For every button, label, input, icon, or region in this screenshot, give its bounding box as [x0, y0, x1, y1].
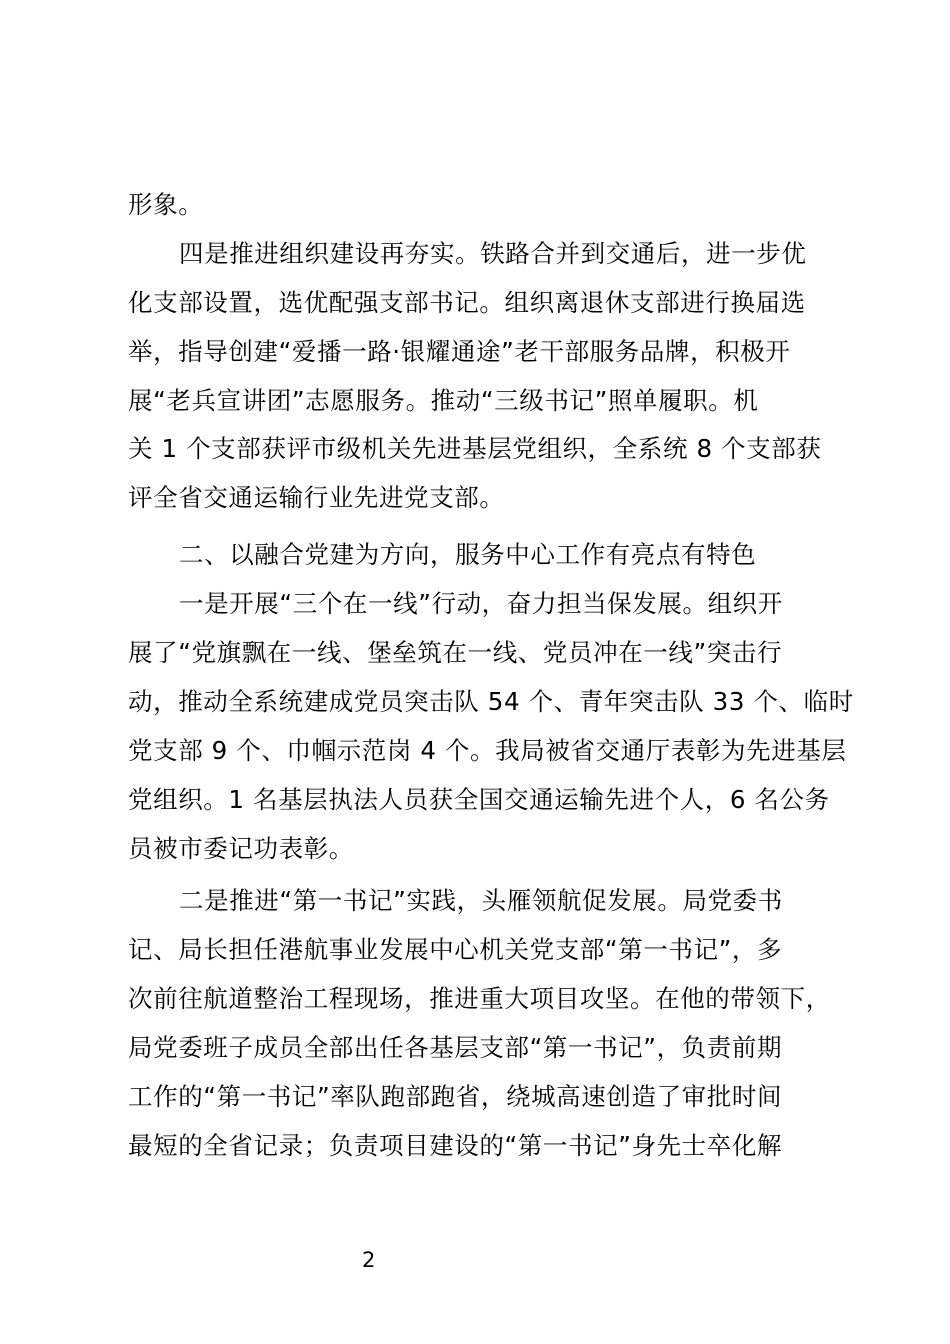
- section-heading: 二、以融合党建为方向，服务中心工作有亮点有特色: [179, 540, 757, 570]
- paragraph-line: 最短的全省记录；负责项目建设的“第一书记”身先士卒化解: [128, 1130, 783, 1160]
- paragraph-line: 一是开展“三个在一线”行动，奋力担当保发展。组织开: [179, 589, 783, 619]
- paragraph-line: 记、局长担任港航事业发展中心机关党支部“第一书记”，多: [128, 935, 783, 965]
- paragraph-line: 次前往航道整治工程现场，推进重大项目攻坚。在他的带领下，: [128, 984, 831, 1014]
- paragraph-line: 举，指导创建“爱播一路·银耀通途”老干部服务品牌，积极开: [128, 336, 791, 366]
- paragraph-line: 展“老兵宣讲团”志愿服务。推动“三级书记”照单履职。机: [128, 385, 759, 415]
- paragraph-line: 二是推进“第一书记”实践，头雁领航促发展。局党委书: [179, 886, 783, 916]
- paragraph-line: 动，推动全系统建成党员突击队 54 个、青年突击队 33 个、临时: [128, 686, 854, 716]
- paragraph-line: 党组织。1 名基层执法人员获全国交通运输先进个人，6 名公务: [128, 784, 830, 814]
- paragraph-line: 员被市委记功表彰。: [128, 833, 354, 863]
- paragraph-line: 展了“党旗飘在一线、堡垒筑在一线、党员冲在一线”突击行: [128, 638, 783, 668]
- paragraph-line: 化支部设置，选优配强支部书记。组织离退休支部进行换届选: [128, 287, 806, 317]
- paragraph-line: 评全省交通运输行业先进党支部。: [128, 483, 505, 513]
- page-number: 2: [362, 1248, 376, 1272]
- paragraph-line: 局党委班子成员全部出任各基层支部“第一书记”，负责前期: [128, 1033, 783, 1063]
- paragraph-line: 工作的“第一书记”率队跑部跑省，绕城高速创造了审批时间: [128, 1082, 783, 1112]
- paragraph-line: 党支部 9 个、巾帼示范岗 4 个。我局被省交通厅表彰为先进基层: [128, 735, 847, 765]
- document-body: [128, 185, 854, 1175]
- paragraph-line: 关 1 个支部获评市级机关先进基层党组织，全系统 8 个支部获: [128, 434, 822, 464]
- paragraph-line: 四是推进组织建设再夯实。铁路合并到交通后，进一步优: [179, 238, 807, 268]
- paragraph-line: 形象。: [128, 190, 204, 219]
